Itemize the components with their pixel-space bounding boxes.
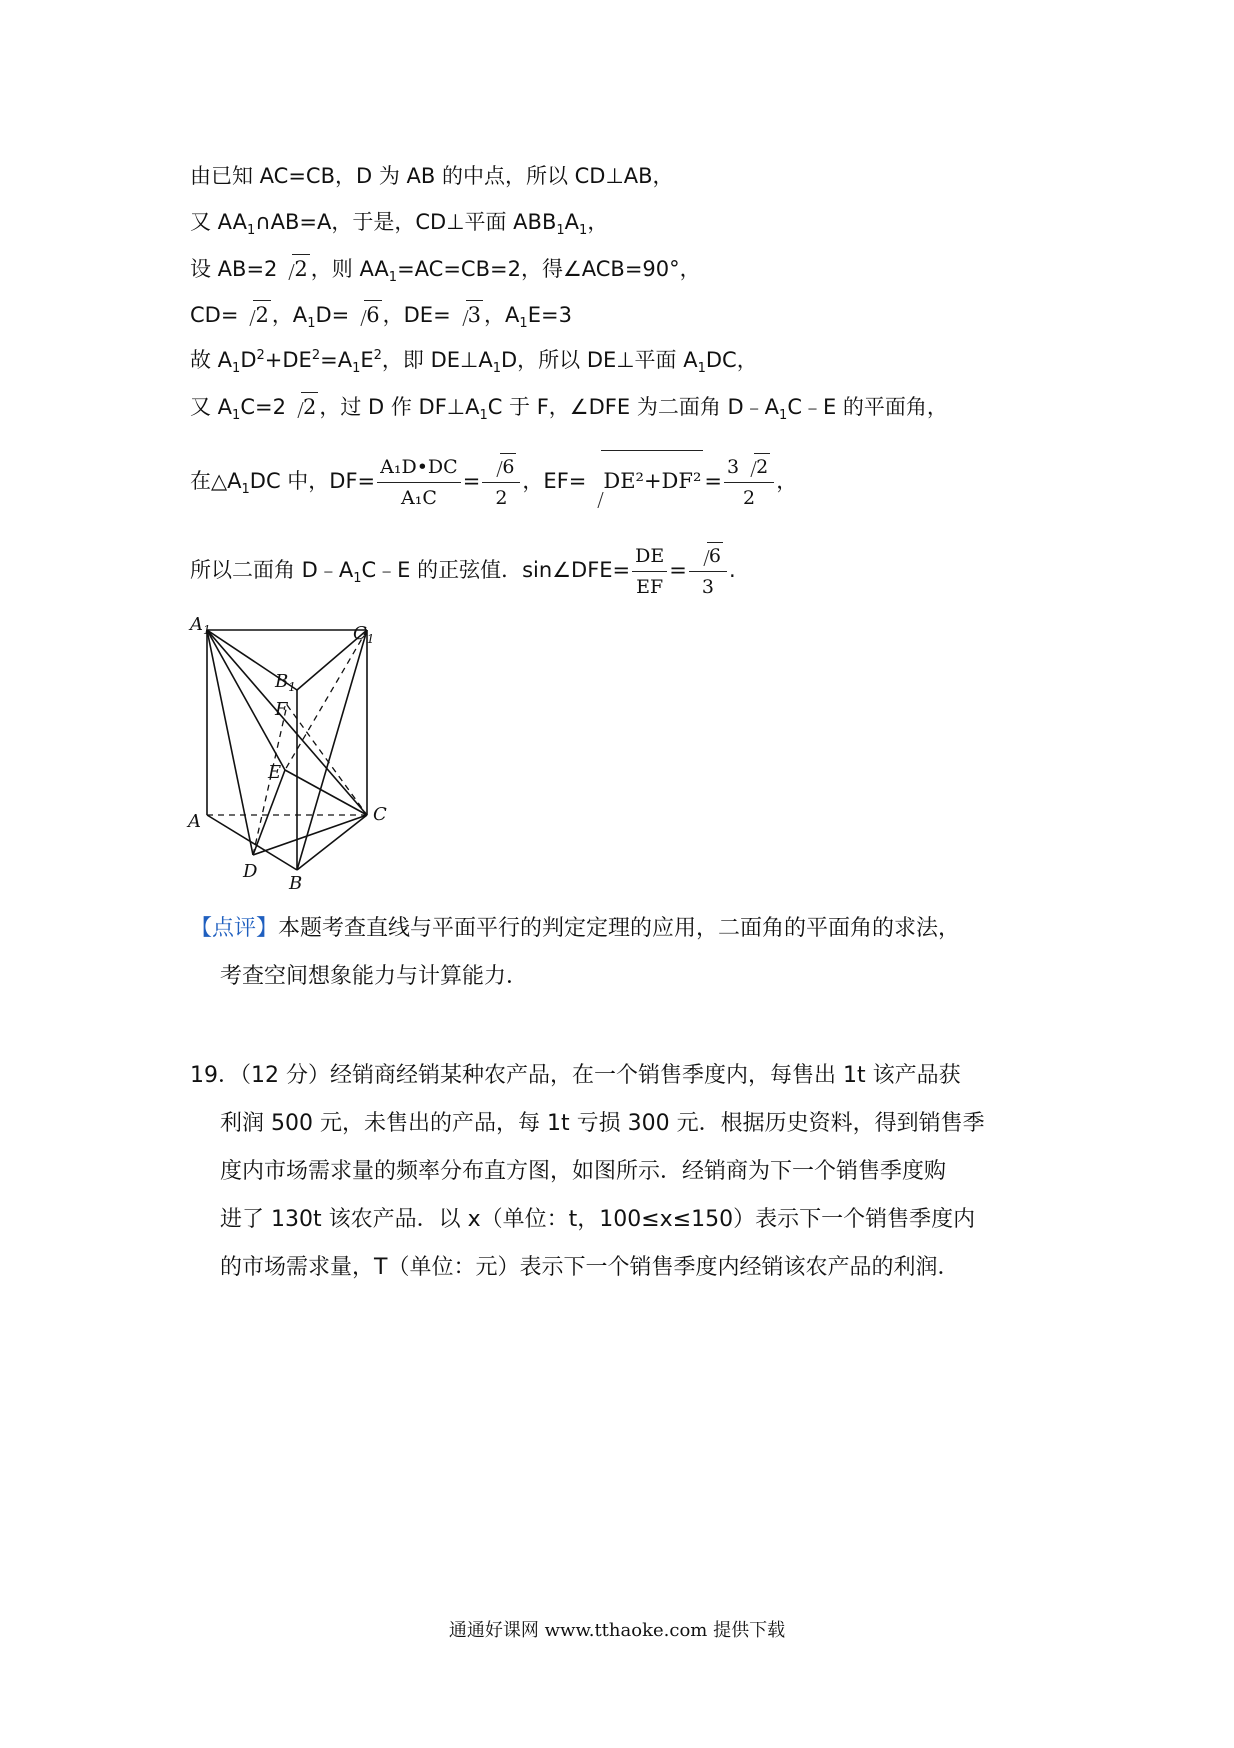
fraction-ef: $\frac{3 2}{2}$ (724, 453, 774, 511)
sqrt-symbol: 2 (277, 254, 309, 283)
solution-line-7: 在$\triangle A_1DC$ 中，DF= $\frac{\text{A₁D•DC}}{\text{A₁C}}$ = $\frac{6}{2}$ ，EF= DE²+DF² = $\frac{3 2}{2}$ ， (190, 450, 797, 511)
problem-line: 进了 130t 该农产品．以 x（单位：t，100≤x≤150）表示下一个销售季度内 (220, 1207, 976, 1232)
review-section (190, 905, 1070, 1001)
fraction-sqrt6-over-3: $\frac{6}{3}$ (689, 542, 727, 600)
label-A1: $A_1$ (190, 615, 211, 637)
review-text-2: 考查空间想象能力与计算能力． (220, 964, 529, 989)
solution-line-2: 又 $AA_1\cap AB=A$，于是，CD⊥平面 $ABB_1A_1$， (190, 210, 609, 239)
label-B: B (289, 873, 303, 890)
solution-line-3: 设 AB=2 2 ，则 $AA_1=AC=CB=2$，得∠ACB=90°， (190, 254, 701, 283)
problem-line: 度内市场需求量的频率分布直方图，如图所示．经销商为下一个销售季度购 (220, 1159, 947, 1184)
problem-line: 利润 500 元，未售出的产品，每 1t 亏损 300 元．根据历史资料，得到销售季 (220, 1111, 985, 1136)
solution-line-6: 又 $A_1C=2$ 2 ，过 D 作 $DF\perp A_1C$ 于 F，∠DFE 为二面角 $D﹣A_1C﹣E$ 的平面角， (190, 392, 948, 421)
review-tag: 【点评】 (190, 916, 279, 941)
fraction-sqrt6-over-2: $\frac{6}{2}$ (482, 453, 520, 511)
label-D: D (243, 861, 258, 882)
page-footer: 通通好课网 www.tthaoke.com 提供下载 (448, 1620, 786, 1641)
label-B1: $B_1$ (275, 671, 296, 694)
sqrt-symbol: 3 (451, 300, 483, 329)
problem-line: 19．（12 分）经销商经销某种农产品，在一个销售季度内，每售出 1t 该产品获 (190, 1063, 961, 1088)
label-A: A (188, 811, 201, 832)
label-F: F (275, 699, 288, 720)
sqrt-symbol: DE²+DF² (586, 450, 703, 511)
fraction-de-ef: $\frac{DE}{EF}$ (632, 543, 667, 600)
vertex-labels (186, 615, 387, 890)
review-text: 本题考查直线与平面平行的判定定理的应用，二面角的平面角的求法， (278, 916, 961, 941)
problem-line: 的市场需求量，T（单位：元）表示下一个销售季度内经销该农产品的利润． (220, 1255, 960, 1280)
sqrt-symbol: 6 (349, 300, 381, 329)
fraction-df: $\frac{\text{A₁D•DC}}{\text{A₁C}}$ (377, 454, 461, 511)
solution-line-1: 由已知 AC=CB，D 为 AB 的中点，所以 CD⊥AB， (190, 164, 674, 188)
problem-19 (190, 1052, 1070, 1292)
solution-line-5: 故 $A_1D^2+DE^2=A_1E^2$，即 $DE\perp A_1D$，所以 DE⊥平面 $A_1DC$， (190, 348, 758, 377)
label-C: C (373, 804, 387, 825)
solution-line-8: 所以二面角 $D﹣A_1C﹣E$ 的正弦值．sin∠DFE= $\frac{DE}{EF}$ = $\frac{6}{3}$ . (190, 540, 736, 600)
solution-line-4: CD= 2 ，$A_1D= 6$ ，DE= 3 ，$A_1E=3$ (190, 300, 572, 329)
sqrt-symbol: 2 (238, 300, 270, 329)
label-C1: $C_1$ (353, 623, 375, 646)
prism-figure (185, 615, 405, 890)
label-E: E (268, 762, 282, 783)
sqrt-symbol: 2 (286, 392, 318, 421)
